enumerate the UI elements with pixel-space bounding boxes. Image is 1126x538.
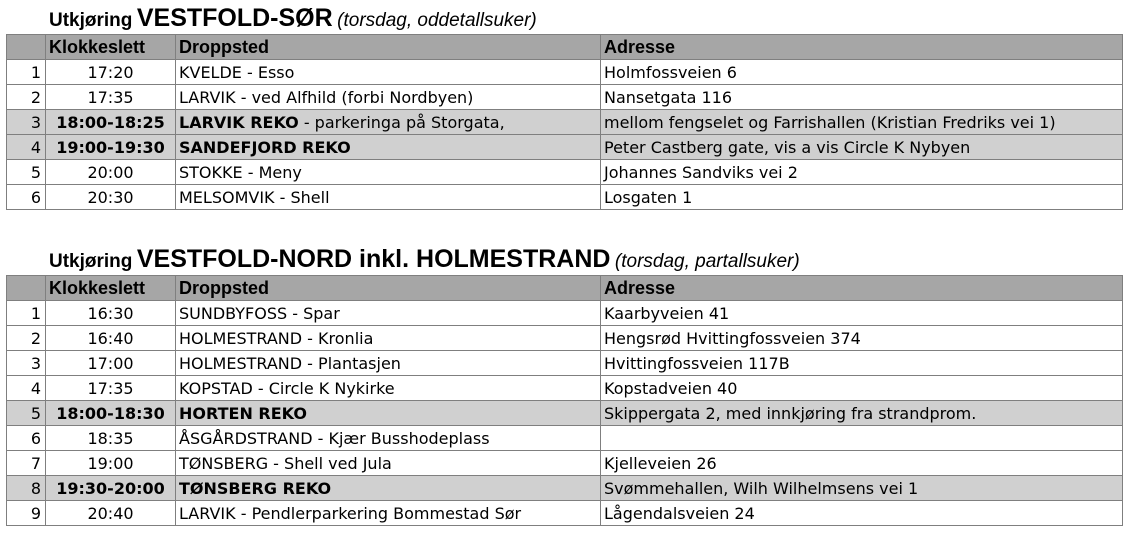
row-time: 17:00	[46, 351, 176, 376]
row-address: Peter Castberg gate, vis a vis Circle K Nybyen	[601, 135, 1123, 160]
table-row	[7, 476, 1123, 501]
row-place	[176, 376, 601, 401]
row-number: 9	[7, 501, 46, 526]
place-name: LARVIK REKO	[179, 112, 299, 132]
row-time: 16:30	[46, 301, 176, 326]
table-row	[7, 110, 1123, 135]
row-place	[176, 501, 601, 526]
table-row	[7, 451, 1123, 476]
header-place: Droppsted	[176, 276, 601, 301]
row-number: 3	[7, 351, 46, 376]
title-prefix: Utkjøring	[49, 10, 133, 31]
section-title	[6, 4, 1122, 34]
title-main: VESTFOLD-NORD inkl. HOLMESTRAND	[136, 245, 611, 273]
row-number: 1	[7, 301, 46, 326]
row-number: 4	[7, 376, 46, 401]
row-time: 17:35	[46, 376, 176, 401]
table-row	[7, 326, 1123, 351]
header-place: Droppsted	[176, 35, 601, 60]
row-time: 19:00-19:30	[46, 135, 176, 160]
row-number: 7	[7, 451, 46, 476]
row-number: 5	[7, 401, 46, 426]
row-number: 4	[7, 135, 46, 160]
header-time: Klokkeslett	[46, 276, 176, 301]
row-number: 5	[7, 160, 46, 185]
place-name: KVELDE	[179, 62, 242, 82]
row-place	[176, 185, 601, 210]
place-detail: - Kjær Busshodeplass	[312, 428, 490, 448]
row-address: Kaarbyveien 41	[601, 301, 1123, 326]
place-name: STOKKE	[179, 162, 243, 182]
row-time: 20:40	[46, 501, 176, 526]
table-body	[7, 301, 1123, 526]
table-row	[7, 185, 1123, 210]
place-name: LARVIK	[179, 87, 236, 107]
row-address: Svømmehallen, Wilh Wilhelmsens vei 1	[601, 476, 1123, 501]
title-main: VESTFOLD-SØR	[136, 4, 333, 32]
row-address: Lågendalsveien 24	[601, 501, 1123, 526]
row-address: Hvittingfossveien 117B	[601, 351, 1123, 376]
row-time: 17:20	[46, 60, 176, 85]
table-row	[7, 401, 1123, 426]
row-number: 6	[7, 185, 46, 210]
row-place	[176, 451, 601, 476]
place-detail: - Esso	[241, 62, 295, 82]
row-place	[176, 160, 601, 185]
place-detail: - Spar	[287, 303, 340, 323]
place-detail: - Pendlerparkering Bommestad Sør	[235, 503, 522, 523]
row-number: 8	[7, 476, 46, 501]
header-number	[7, 35, 46, 60]
row-number: 3	[7, 110, 46, 135]
place-name: HOLMESTRAND	[179, 353, 303, 373]
place-name: ÅSGÅRDSTRAND	[179, 428, 313, 448]
place-detail: - Kronlia	[302, 328, 374, 348]
place-name: SUNDBYFOSS	[179, 303, 288, 323]
route-table	[6, 275, 1123, 526]
row-time: 17:35	[46, 85, 176, 110]
row-time: 18:35	[46, 426, 176, 451]
place-detail: - Shell	[274, 187, 330, 207]
row-time: 18:00-18:25	[46, 110, 176, 135]
place-name: HOLMESTRAND	[179, 328, 303, 348]
row-number: 2	[7, 85, 46, 110]
section-vestfold-sor	[6, 4, 1122, 210]
row-time: 18:00-18:30	[46, 401, 176, 426]
route-table	[6, 34, 1123, 210]
row-time: 19:30-20:00	[46, 476, 176, 501]
table-row	[7, 351, 1123, 376]
row-time: 20:30	[46, 185, 176, 210]
row-place	[176, 326, 601, 351]
row-address	[601, 426, 1123, 451]
section-vestfold-nord	[6, 245, 1122, 526]
header-address: Adresse	[601, 35, 1123, 60]
row-time: 19:00	[46, 451, 176, 476]
place-name: KOPSTAD	[179, 378, 253, 398]
place-name: HORTEN REKO	[179, 403, 307, 423]
table-row	[7, 301, 1123, 326]
title-note: (torsdag, partallsuker)	[614, 251, 800, 272]
row-address: Holmfossveien 6	[601, 60, 1123, 85]
row-place	[176, 301, 601, 326]
table-row	[7, 376, 1123, 401]
title-prefix: Utkjøring	[49, 251, 133, 272]
table-header	[7, 35, 1123, 60]
title-note: (torsdag, oddetallsuker)	[337, 10, 537, 31]
section-title	[6, 245, 1122, 275]
table-row	[7, 135, 1123, 160]
place-detail: - parkeringa på Storgata,	[298, 112, 505, 132]
row-address: mellom fengselet og Farrishallen (Kristian Fredriks vei 1)	[601, 110, 1123, 135]
row-number: 6	[7, 426, 46, 451]
place-detail: - Meny	[242, 162, 302, 182]
table-row	[7, 426, 1123, 451]
header-address: Adresse	[601, 276, 1123, 301]
place-name: TØNSBERG REKO	[179, 478, 332, 498]
row-number: 2	[7, 326, 46, 351]
row-address: Nansetgata 116	[601, 85, 1123, 110]
place-name: MELSOMVIK	[179, 187, 275, 207]
row-place	[176, 135, 601, 160]
table-row	[7, 60, 1123, 85]
row-address: Kopstadveien 40	[601, 376, 1123, 401]
place-name: SANDEFJORD REKO	[179, 137, 351, 157]
place-detail: - Plantasjen	[302, 353, 401, 373]
row-time: 20:00	[46, 160, 176, 185]
row-address: Hengsrød Hvittingfossveien 374	[601, 326, 1123, 351]
row-place	[176, 85, 601, 110]
place-detail: - Circle K Nykirke	[252, 378, 395, 398]
row-time: 16:40	[46, 326, 176, 351]
row-place	[176, 426, 601, 451]
table-header	[7, 276, 1123, 301]
row-address: Kjelleveien 26	[601, 451, 1123, 476]
row-address: Skippergata 2, med innkjøring fra strandprom.	[601, 401, 1123, 426]
header-time: Klokkeslett	[46, 35, 176, 60]
row-number: 1	[7, 60, 46, 85]
table-row	[7, 85, 1123, 110]
row-address: Johannes Sandviks vei 2	[601, 160, 1123, 185]
header-number	[7, 276, 46, 301]
row-address: Losgaten 1	[601, 185, 1123, 210]
row-place	[176, 110, 601, 135]
table-row	[7, 160, 1123, 185]
row-place	[176, 476, 601, 501]
table-body	[7, 60, 1123, 210]
row-place	[176, 60, 601, 85]
row-place	[176, 401, 601, 426]
place-name: TØNSBERG	[179, 453, 269, 473]
place-detail: - ved Alfhild (forbi Nordbyen)	[235, 87, 474, 107]
row-place	[176, 351, 601, 376]
place-detail: - Shell ved Jula	[268, 453, 392, 473]
table-row	[7, 501, 1123, 526]
place-name: LARVIK	[179, 503, 236, 523]
